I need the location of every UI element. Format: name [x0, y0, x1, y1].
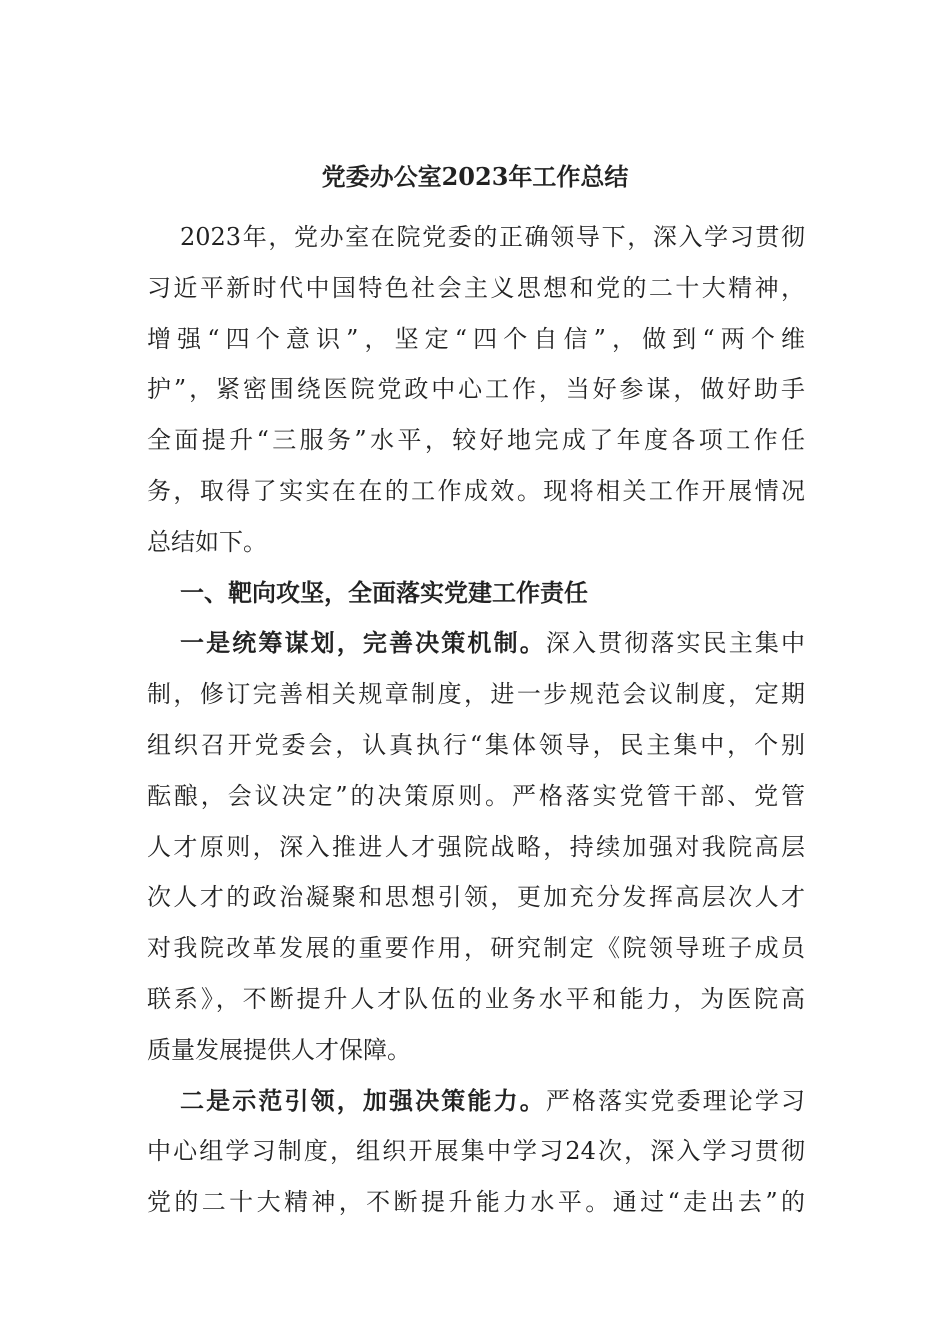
text-line: 护”，紧密围绕医院党政中心工作，当好参谋，做好助手: [147, 375, 805, 404]
text-line: 次人才的政治凝聚和思想引领，更加充分发挥高层次人才: [147, 883, 805, 912]
text-line: 党的二十大精神，不断提升能力水平。通过“走出去”的: [147, 1188, 805, 1217]
point-text: 深入贯彻落实民主集中: [545, 629, 806, 658]
text-line: 制，修订完善相关规章制度，进一步规范会议制度，定期: [147, 680, 805, 709]
point-lead: 一是统筹谋划，完善决策机制。: [180, 628, 546, 658]
point-1-paragraph: [147, 618, 805, 1075]
point-text: 严格落实党委理论学习: [545, 1086, 806, 1115]
text-line: 增强“四个意识”，坚定“四个自信”，做到“两个维: [147, 324, 805, 353]
text-line: 习近平新时代中国特色社会主义思想和党的二十大精神，: [147, 273, 805, 302]
text-line: 酝酿，会议决定”的决策原则。严格落实党管干部、党管: [147, 781, 805, 810]
text-line: 全面提升“三服务”水平，较好地完成了年度各项工作任: [147, 426, 805, 455]
document-title: 党委办公室2023年工作总结: [321, 162, 629, 191]
point-2-paragraph: [147, 1076, 805, 1228]
text-line: 务，取得了实实在在的工作成效。现将相关工作开展情况: [147, 476, 805, 505]
text-line: 中心组学习制度，组织开展集中学习24次，深入学习贯彻: [147, 1137, 805, 1166]
text-line: 总结如下。: [147, 527, 267, 556]
text-line: 对我院改革发展的重要作用，研究制定《院领导班子成员: [147, 934, 805, 963]
intro-paragraph: [147, 212, 805, 568]
point-lead: 二是示范引领，加强决策能力。: [180, 1085, 546, 1115]
text-line: 组织召开党委会，认真执行“集体领导，民主集中，个别: [147, 730, 805, 759]
text-line: [147, 618, 805, 669]
text-line: [147, 1076, 805, 1127]
section-heading: 一、靶向攻坚，全面落实党建工作责任: [180, 577, 588, 607]
text-line: 质量发展提供人才保障。: [147, 1035, 411, 1064]
text-line: 人才原则，深入推进人才强院战略，持续加强对我院高层: [147, 832, 805, 861]
text-line: 2023年，党办室在院党委的正确领导下，深入学习贯彻: [180, 223, 805, 251]
document-body: [147, 212, 805, 1228]
text-line: 联系》，不断提升人才队伍的业务水平和能力，为医院高: [147, 984, 805, 1013]
